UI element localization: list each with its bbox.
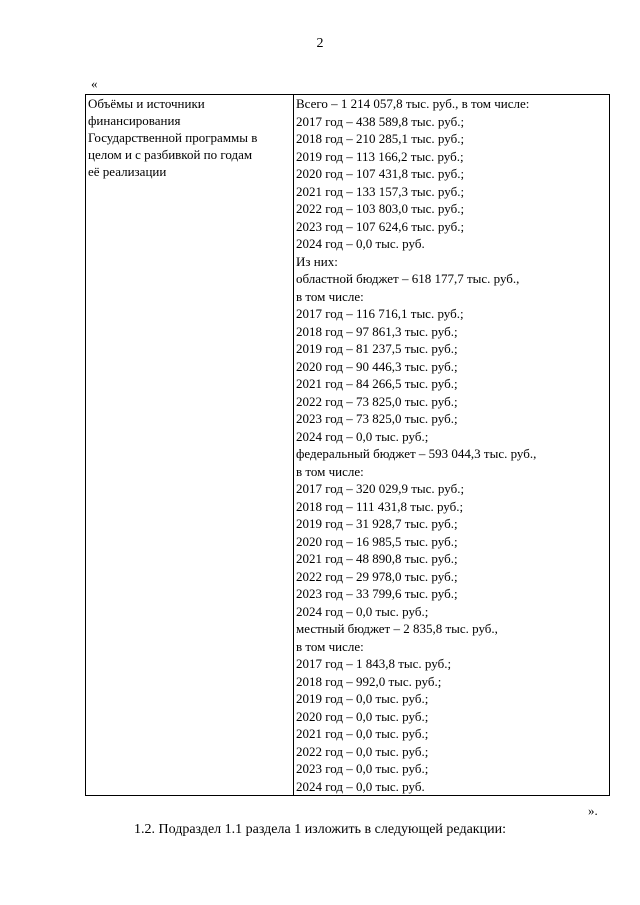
value-line: в том числе: bbox=[296, 288, 364, 304]
value-line: местный бюджет – 2 835,8 тыс. руб., bbox=[296, 621, 498, 636]
label-line: её реализации bbox=[88, 164, 167, 179]
closing-quote: ». bbox=[588, 803, 598, 818]
value-line: 2023 год – 33 799,6 тыс. руб.; bbox=[296, 586, 458, 601]
value-line: 2021 год – 48 890,8 тыс. руб.; bbox=[296, 551, 458, 566]
value-line: 2023 год – 0,0 тыс. руб.; bbox=[296, 761, 429, 776]
value-line: 2019 год – 81 237,5 тыс. руб.; bbox=[296, 341, 458, 356]
value-line: 2017 год – 1 843,8 тыс. руб.; bbox=[296, 656, 452, 671]
instruction-text: 1.2. Подраздел 1.1 раздела 1 изложить в следующей редакции: bbox=[134, 822, 506, 837]
page-number: 2 bbox=[316, 36, 324, 51]
funding-label-cell bbox=[86, 95, 294, 796]
value-line: 2022 год – 0,0 тыс. руб.; bbox=[296, 743, 429, 759]
value-line: 2018 год – 210 285,1 тыс. руб.; bbox=[296, 131, 465, 146]
funding-table bbox=[85, 94, 610, 796]
value-line: 2022 год – 29 978,0 тыс. руб.; bbox=[296, 568, 458, 584]
value-line: 2017 год – 116 716,1 тыс. руб.; bbox=[296, 306, 464, 321]
value-line: 2018 год – 97 861,3 тыс. руб.; bbox=[296, 323, 458, 339]
label-line: финансирования bbox=[88, 113, 181, 128]
value-line: 2024 год – 0,0 тыс. руб.; bbox=[296, 603, 429, 619]
value-line: 2017 год – 438 589,8 тыс. руб.; bbox=[296, 113, 465, 129]
value-line: 2023 год – 107 624,6 тыс. руб.; bbox=[296, 218, 465, 234]
value-line: 2020 год – 90 446,3 тыс. руб.; bbox=[296, 358, 458, 374]
value-lines bbox=[296, 95, 607, 795]
value-line: 2021 год – 0,0 тыс. руб.; bbox=[296, 726, 429, 741]
value-line: 2020 год – 16 985,5 тыс. руб.; bbox=[296, 533, 458, 549]
value-line: 2017 год – 320 029,9 тыс. руб.; bbox=[296, 481, 465, 496]
value-line: Всего – 1 214 057,8 тыс. руб., в том числе: bbox=[296, 96, 530, 111]
label-line: Объёмы и источники bbox=[88, 96, 205, 111]
value-line: 2020 год – 0,0 тыс. руб.; bbox=[296, 708, 429, 724]
label-line: целом и с разбивкой по годам bbox=[88, 147, 253, 162]
value-line: 2019 год – 31 928,7 тыс. руб.; bbox=[296, 516, 458, 531]
value-line: 2018 год – 111 431,8 тыс. руб.; bbox=[296, 498, 464, 514]
value-line: 2023 год – 73 825,0 тыс. руб.; bbox=[296, 411, 458, 426]
value-line: в том числе: bbox=[296, 463, 364, 479]
label-line: Государственной программы в bbox=[88, 130, 258, 145]
label-lines bbox=[88, 95, 291, 180]
opening-quote: « bbox=[91, 76, 98, 91]
value-line: 2024 год – 0,0 тыс. руб. bbox=[296, 778, 425, 794]
value-line: в том числе: bbox=[296, 638, 364, 654]
value-line: 2020 год – 107 431,8 тыс. руб.; bbox=[296, 166, 465, 181]
value-line: Из них: bbox=[296, 253, 338, 269]
table-row bbox=[86, 95, 610, 796]
value-line: 2021 год – 133 157,3 тыс. руб.; bbox=[296, 183, 465, 199]
value-line: 2022 год – 103 803,0 тыс. руб.; bbox=[296, 201, 465, 216]
value-line: 2019 год – 113 166,2 тыс. руб.; bbox=[296, 148, 464, 164]
value-line: 2024 год – 0,0 тыс. руб. bbox=[296, 236, 425, 251]
value-line: областной бюджет – 618 177,7 тыс. руб., bbox=[296, 271, 520, 286]
funding-values-cell bbox=[294, 95, 610, 796]
value-line: 2022 год – 73 825,0 тыс. руб.; bbox=[296, 393, 458, 409]
value-line: 2019 год – 0,0 тыс. руб.; bbox=[296, 691, 429, 706]
value-line: 2021 год – 84 266,5 тыс. руб.; bbox=[296, 376, 458, 391]
value-line: 2018 год – 992,0 тыс. руб.; bbox=[296, 673, 442, 689]
value-line: 2024 год – 0,0 тыс. руб.; bbox=[296, 428, 429, 444]
value-line: федеральный бюджет – 593 044,3 тыс. руб., bbox=[296, 446, 537, 461]
